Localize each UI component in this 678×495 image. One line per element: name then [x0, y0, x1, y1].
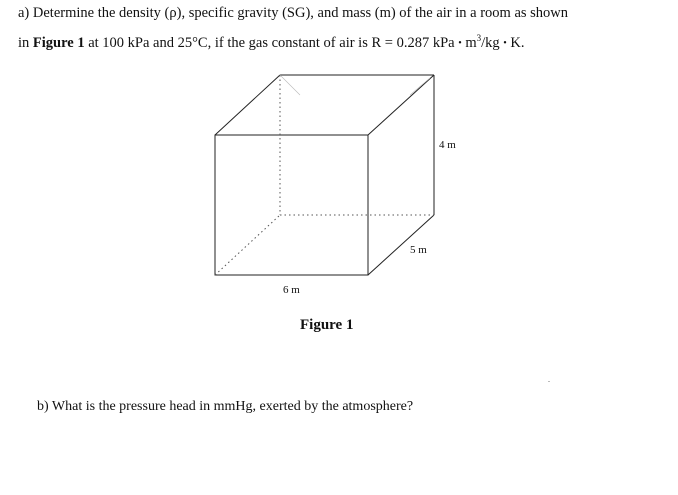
multiplication-dot: •	[458, 38, 462, 49]
depth-dimension-label: 5 m	[410, 244, 427, 256]
top-left-hint	[280, 75, 300, 95]
question-a-conditions: at 100 kPa and 25°C, if the gas constant of air is R = 0.287 kPa	[88, 35, 455, 51]
top-right-hint	[410, 78, 430, 95]
unit-exponent: 3	[476, 33, 482, 43]
box-front-face	[215, 135, 368, 275]
box-top-right-edge	[368, 75, 434, 135]
question-a-text: a) Determine the density (ρ), specific gravity (SG), and mass (m) of the air in a room as shown	[18, 5, 569, 21]
width-dimension-label: 6 m	[283, 284, 300, 296]
box-top-left-edge	[215, 75, 280, 135]
figure-reference: Figure 1	[32, 35, 85, 51]
question-b-text: b) What is the pressure head in mmHg, exerted by the atmosphere?	[37, 399, 414, 414]
unit-meter: m	[465, 35, 477, 51]
height-dimension-label: 4 m	[439, 139, 456, 151]
multiplication-dot-2: •	[503, 38, 507, 49]
unit-kelvin: K.	[510, 35, 525, 51]
hidden-left-bottom-edge	[215, 215, 280, 275]
unit-per-kg: /kg	[481, 35, 500, 51]
figure-caption: Figure 1	[300, 317, 354, 333]
question-b	[37, 398, 413, 416]
question-a-in: in	[18, 35, 30, 51]
stray-mark	[548, 381, 550, 382]
